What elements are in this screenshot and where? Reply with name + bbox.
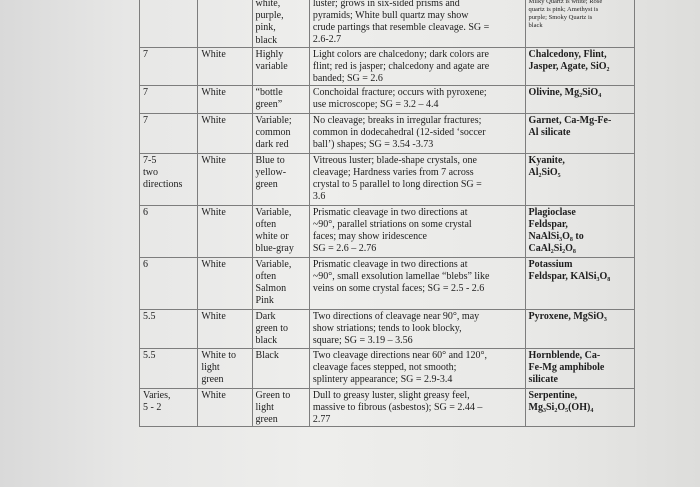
cell-text-line: light xyxy=(255,402,274,414)
cell-text-line: White xyxy=(201,310,226,322)
mineral-name-cell xyxy=(525,309,634,348)
cell-text-line: two xyxy=(143,166,158,178)
cell-text-line: common in dodecahedral (12-sided ‘soccer xyxy=(312,126,486,138)
cell-text-line: purple; Smoky Quartz is xyxy=(528,14,593,21)
cell-text-line: purple, xyxy=(255,10,284,22)
cell-text-line: Blue to xyxy=(255,154,285,166)
color-cell xyxy=(252,388,309,427)
cell-text-line: Variable, xyxy=(255,258,292,270)
cell-text-line: Pink xyxy=(255,295,274,307)
properties-cell xyxy=(309,153,525,205)
hardness-cell xyxy=(140,309,198,348)
cell-text-line: 6 xyxy=(143,258,148,270)
hardness-cell xyxy=(140,388,198,427)
cell-text-line: Prismatic cleavage in two directions at xyxy=(312,206,468,218)
cell-text-line: 5.5 xyxy=(143,310,156,322)
cell-text-line: Variable; xyxy=(255,114,292,126)
cell-text-line: pink, xyxy=(255,22,276,34)
mineral-name-cell xyxy=(525,348,634,388)
cell-text-line: ~90°, parallel striations on some crystal xyxy=(312,218,472,230)
cell-text-line: Black xyxy=(255,349,279,361)
cell-text-line: White xyxy=(201,389,226,401)
cell-text-line: splintery appearance; SG = 2.9-3.4 xyxy=(312,373,453,385)
cell-text-line: directions xyxy=(143,178,183,190)
cell-text-line: pyramids; White bull quartz may show xyxy=(312,10,469,21)
cell-text-line: Varies, xyxy=(143,389,171,401)
cell-text-line: common xyxy=(255,127,291,139)
cell-text-line: square; SG = 3.19 – 3.56 xyxy=(312,334,413,346)
cell-text-line: veins on some crystal faces; SG = 2.5 - 2.6 xyxy=(312,282,485,294)
cell-text-line: White xyxy=(201,86,226,98)
cell-text-line: green to xyxy=(255,323,289,335)
cell-text-line: cleavage faces stepped, not smooth; xyxy=(312,361,457,373)
streak-cell xyxy=(198,113,252,153)
streak-cell xyxy=(198,0,252,47)
streak-cell xyxy=(198,205,252,257)
cell-text-line: Chalcedony, Flint, xyxy=(528,48,607,60)
cell-text-line: White xyxy=(201,114,226,126)
cell-text-line: 7-5 xyxy=(143,154,157,166)
cell-text-line: faces; may show iridescence xyxy=(312,230,427,242)
hardness-cell xyxy=(140,113,198,153)
cell-text-line: light xyxy=(201,361,220,373)
mineral-name-cell xyxy=(525,205,634,257)
cell-text-line: Plagioclase xyxy=(528,206,576,218)
color-cell xyxy=(252,85,309,113)
mineral-identification-table xyxy=(139,0,635,427)
cell-text-line: dark red xyxy=(255,139,289,151)
cell-text-line: silicate xyxy=(528,373,558,385)
cell-text-line: massive to fibrous (asbestos); SG = 2.44 – xyxy=(312,401,483,413)
mineral-name-cell xyxy=(525,113,634,153)
streak-cell xyxy=(198,348,252,388)
cell-text-line: 2.6-2.7 xyxy=(312,34,342,45)
properties-cell xyxy=(309,0,525,47)
cell-text-line: green” xyxy=(255,99,283,111)
cell-text-line: Potassium xyxy=(528,258,573,270)
cell-text-line: black xyxy=(528,22,543,29)
cell-text-line: 5 - 2 xyxy=(143,401,162,413)
cell-text-line: 3.6 xyxy=(312,190,326,202)
cell-text-line: Feldspar, KAlSi₃O₈ xyxy=(528,270,611,282)
table-row xyxy=(140,0,635,47)
cell-text-line: Garnet, Ca-Mg-Fe- xyxy=(528,114,612,126)
cell-text-line: Two cleavage directions near 60° and 120°, xyxy=(312,349,488,361)
cell-text-line: Vitreous luster; blade-shape crystals, one xyxy=(312,154,477,166)
cell-text-line: Dark xyxy=(255,310,276,322)
hardness-cell xyxy=(140,348,198,388)
cell-text-line: green xyxy=(255,414,278,426)
cell-text-line: white or xyxy=(255,231,289,243)
cell-text-line: variable xyxy=(255,61,288,73)
properties-cell xyxy=(309,388,525,427)
properties-cell xyxy=(309,47,525,85)
table-row xyxy=(140,309,635,348)
table-row xyxy=(140,47,635,85)
properties-cell xyxy=(309,85,525,113)
cell-text-line: No cleavage; breaks in irregular fractures; xyxy=(312,114,482,126)
mineral-name-cell xyxy=(525,0,634,47)
cell-text-line: Dull to greasy luster, slight greasy feel, xyxy=(312,389,470,401)
properties-cell xyxy=(309,257,525,309)
properties-cell xyxy=(309,348,525,388)
table-row xyxy=(140,113,635,153)
cell-text-line: Conchoidal fracture; occurs with pyroxene; xyxy=(312,86,487,98)
cell-text-line: 7 xyxy=(143,86,148,98)
table-row xyxy=(140,153,635,205)
cell-text-line: Variable, xyxy=(255,206,292,218)
cell-text-line: use microscope; SG = 3.2 – 4.4 xyxy=(312,98,439,110)
cell-text-line: Pyroxene, MgSiO₃ xyxy=(528,310,607,322)
cell-text-line: cleavage; Hardness varies from 7 across xyxy=(312,166,474,178)
cell-text-line: Al₂SiO₅ xyxy=(528,166,561,178)
cell-text-line: Light colors are chalcedony; dark colors are xyxy=(312,48,489,60)
cell-text-line: CaAl₂Si₂O₈ xyxy=(528,242,576,254)
cell-text-line: Fe-Mg amphibole xyxy=(528,361,605,373)
streak-cell xyxy=(198,388,252,427)
hardness-cell xyxy=(140,0,198,47)
hardness-cell xyxy=(140,257,198,309)
mineral-name-cell xyxy=(525,388,634,427)
cell-text-line: “bottle xyxy=(255,86,283,98)
mineral-name-cell xyxy=(525,153,634,205)
cell-text-line: ball’) shapes; SG = 3.54 -3.73 xyxy=(312,138,434,150)
cell-text-line: crystal to 5 parallel to long direction SG = xyxy=(312,178,482,190)
cell-text-line: Mg₃Si₂O₅(OH)₄ xyxy=(528,401,594,413)
cell-text-line: green xyxy=(255,179,278,191)
mineral-name-cell xyxy=(525,257,634,309)
cell-text-line: Serpentine, xyxy=(528,389,578,401)
cell-text-line: white, xyxy=(255,0,281,9)
cell-text-line: often xyxy=(255,271,277,283)
color-cell xyxy=(252,205,309,257)
cell-text-line: Olivine, Mg₂SiO₄ xyxy=(528,86,602,98)
cell-text-line: crude partings that resemble cleavage. SG = xyxy=(312,22,490,33)
cell-text-line: Salmon xyxy=(255,283,287,295)
color-cell xyxy=(252,309,309,348)
hardness-cell xyxy=(140,153,198,205)
streak-cell xyxy=(198,85,252,113)
cell-text-line: Milky Quartz is white; Rose xyxy=(528,0,603,5)
color-cell xyxy=(252,113,309,153)
cell-text-line: luster; grows in six-sided prisms and xyxy=(312,0,460,9)
mineral-name-cell xyxy=(525,85,634,113)
cell-text-line: Kyanite, xyxy=(528,154,565,166)
cell-text-line: Green to xyxy=(255,389,291,401)
table-body xyxy=(140,0,635,427)
cell-text-line: green xyxy=(201,373,224,385)
hardness-cell xyxy=(140,205,198,257)
properties-cell xyxy=(309,113,525,153)
cell-text-line: White xyxy=(201,154,226,166)
cell-text-line: White to xyxy=(201,349,237,361)
streak-cell xyxy=(198,257,252,309)
cell-text-line: quartz is pink; Amethyst is xyxy=(528,6,599,13)
mineral-name-cell xyxy=(525,47,634,85)
streak-cell xyxy=(198,153,252,205)
streak-cell xyxy=(198,309,252,348)
cell-text-line: Two directions of cleavage near 90°, may xyxy=(312,310,480,322)
properties-cell xyxy=(309,309,525,348)
color-cell xyxy=(252,348,309,388)
cell-text-line: 7 xyxy=(143,48,148,60)
cell-text-line: yellow- xyxy=(255,167,287,179)
cell-text-line: 5.5 xyxy=(143,349,156,361)
cell-text-line: Prismatic cleavage in two directions at xyxy=(312,258,468,270)
color-cell xyxy=(252,153,309,205)
cell-text-line: White xyxy=(201,48,226,60)
streak-cell xyxy=(198,47,252,85)
cell-text-line: often xyxy=(255,219,277,231)
cell-text-line: White xyxy=(201,258,226,270)
table-row xyxy=(140,85,635,113)
cell-text-line: ~90°, small exsolution lamellae “blebs” like xyxy=(312,270,490,282)
cell-text-line: Highly xyxy=(255,48,284,60)
cell-text-line: show striations; tends to look blocky, xyxy=(312,322,462,334)
table-row xyxy=(140,257,635,309)
color-cell xyxy=(252,257,309,309)
cell-text-line: 2.77 xyxy=(312,413,331,425)
cell-text-line: 7 xyxy=(143,114,148,126)
color-cell xyxy=(252,0,309,47)
table-row xyxy=(140,205,635,257)
cell-text-line: Hornblende, Ca- xyxy=(528,349,601,361)
cell-text-line: Jasper, Agate, SiO₂ xyxy=(528,60,610,72)
cell-text-line: SG = 2.6 – 2.76 xyxy=(312,242,377,254)
table-row xyxy=(140,388,635,427)
color-cell xyxy=(252,47,309,85)
cell-text-line: Al silicate xyxy=(528,126,571,138)
cell-text-line: blue-gray xyxy=(255,243,294,255)
cell-text-line: banded; SG = 2.6 xyxy=(312,72,383,84)
cell-text-line: Feldspar, xyxy=(528,218,568,230)
properties-cell xyxy=(309,205,525,257)
cell-text-line: black xyxy=(255,335,278,347)
table-row xyxy=(140,348,635,388)
cell-text-line: flint; red is jasper; chalcedony and agate are xyxy=(312,60,490,72)
cell-text-line: NaAlSi₃O₈ to xyxy=(528,230,584,242)
cell-text-line: black xyxy=(255,34,278,46)
hardness-cell xyxy=(140,47,198,85)
cell-text-line: White xyxy=(201,206,226,218)
hardness-cell xyxy=(140,85,198,113)
cell-text-line: 6 xyxy=(143,206,148,218)
